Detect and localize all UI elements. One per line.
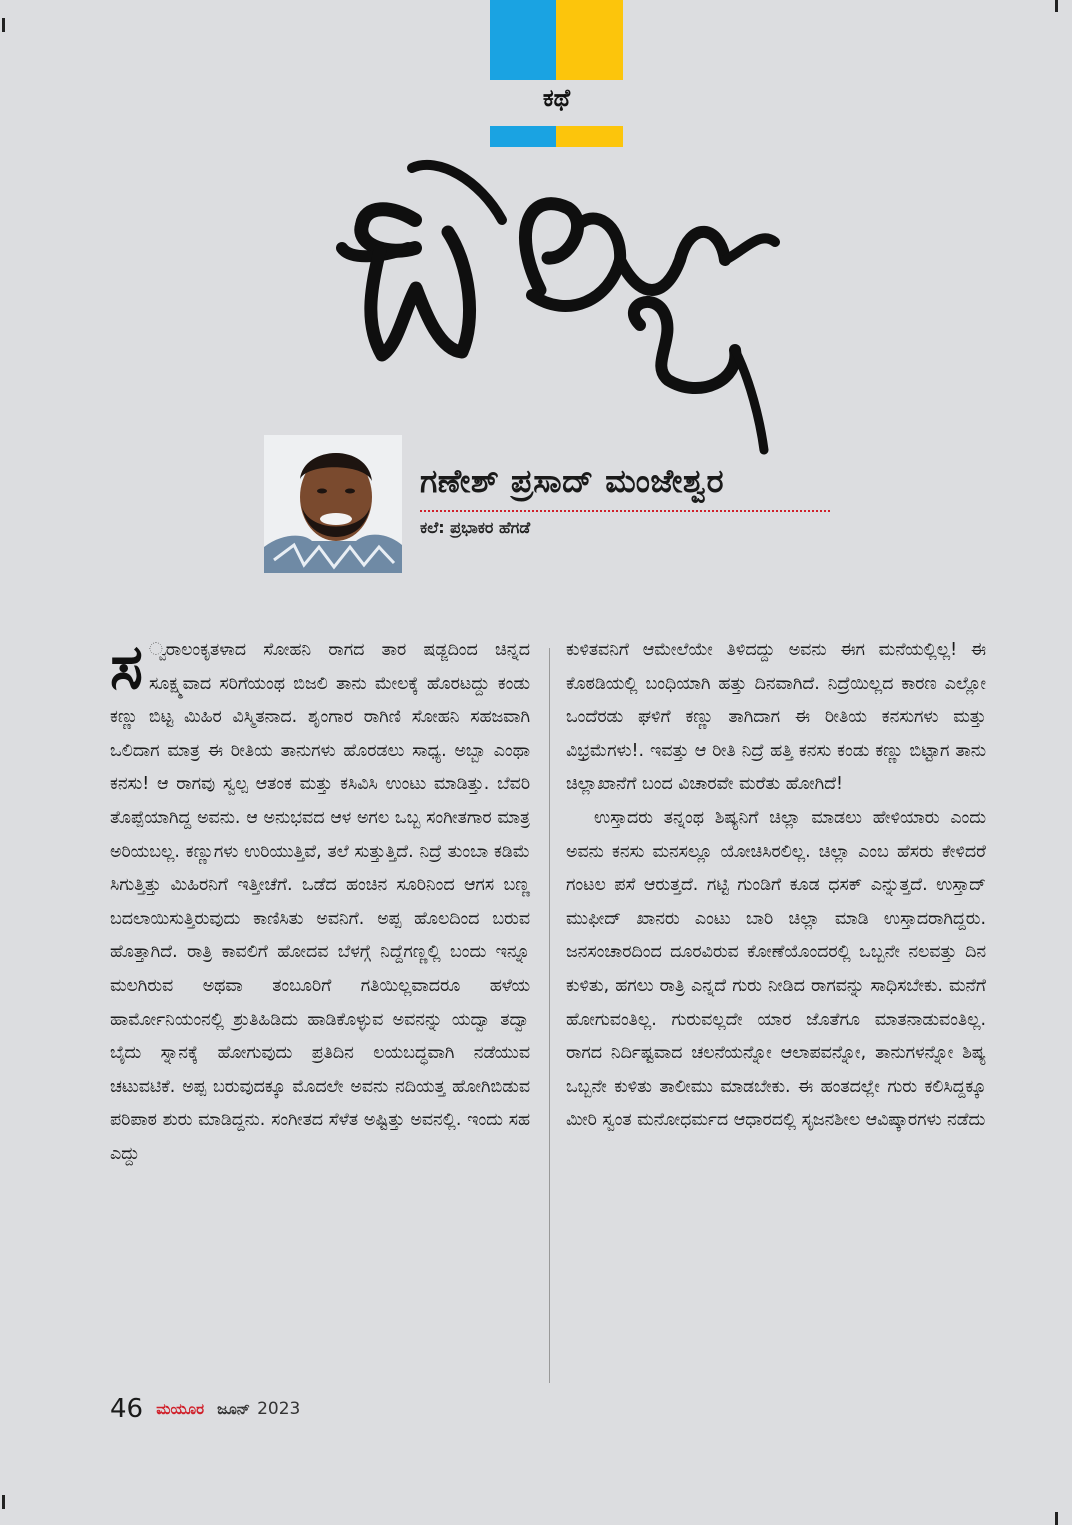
section-bar-yellow [556,0,623,80]
crop-mark [1055,1512,1058,1525]
section-label: ಕಥೆ [542,84,571,112]
paragraph: ಉಸ್ತಾದರು ತನ್ನಂಥ ಶಿಷ್ಯನಿಗೆ ಚಿಲ್ಲಾ ಮಾಡಲು ಹೇಳಿಯಾರು ಎಂದು ಅವನು ಕನಸು ಮನಸಲ್ಲೂ ಯೋಚಿಸಿರಲಿಲ್ಲ. ಚಿಲ್ಲಾ ಎಂಬ ಹೆಸರು ಕೇಳಿದರೆ ಗಂಟಲ ಪಸೆ ಆರುತ್ತದೆ. ಗಟ್ಟಿ ಗುಂಡಿಗೆ ಕೂಡ ಧಸಕ್ ಎನ್ನುತ್ತದೆ. ಉಸ್ತಾದ್ ಮುಫೀದ್ ಖಾನರು ಎಂಟು ಬಾರಿ ಚಿಲ್ಲಾ ಮಾಡಿ ಉಸ್ತಾದರಾಗಿದ್ದರು. ಜನಸಂಚಾರದಿಂದ ದೂರವಿರುವ ಕೋಣೆಯೊಂದರಲ್ಲಿ ಒಬ್ಬನೇ ನಲವತ್ತು ದಿನ ಕುಳಿತು, ಹಗಲು ರಾತ್ರಿ ಎನ್ನದೆ ಗುರು ನೀಡಿದ ರಾಗವನ್ನು ಸಾಧಿಸಬೇಕು. ಮನೆಗೆ ಹೋಗುವಂತಿಲ್ಲ. ಗುರುವಲ್ಲದೇ ಯಾರ ಜೊತೆಗೂ ಮಾತನಾಡುವಂತಿಲ್ಲ. ರಾಗದ ನಿರ್ದಿಷ್ಟವಾದ ಚಲನೆಯನ್ನೋ ಆಲಾಪವನ್ನೋ, ತಾನುಗಳನ್ನೋ ಶಿಷ್ಯ ಒಬ್ಬನೇ ಕುಳಿತು ತಾಲೀಮು ಮಾಡಬೇಕು. ಈ ಹಂತದಲ್ಲೇ ಗುರು ಕಲಿಸಿದ್ದಕ್ಕೂ ಮೀರಿ ಸ್ವಂತ ಮನೋಧರ್ಮದ ಆಧಾರದಲ್ಲಿ ಸೃಜನಶೀಲ ಆವಿಷ್ಕಾರಗಳು ನಡೆದು [566,807,986,1131]
page-footer [110,1394,300,1424]
paragraph: ಕುಳಿತವನಿಗೆ ಆಮೇಲೆಯೇ ತಿಳಿದದ್ದು ಅವನು ಈಗ ಮನೆಯಲ್ಲಿಲ್ಲ! ಈ ಕೊಠಡಿಯಲ್ಲಿ ಬಂಧಿಯಾಗಿ ಹತ್ತು ದಿನವಾಗಿದೆ. ನಿದ್ರೆಯಿಲ್ಲದ ಕಾರಣ ಎಲ್ಲೋ ಒಂದೆರಡು ಘಳಿಗೆ ಕಣ್ಣು ತಾಗಿದಾಗ ಈ ರೀತಿಯ ಕನಸುಗಳು ಮತ್ತು ವಿಭ್ರಮೆಗಳು!. ಇವತ್ತು ಆ ರೀತಿ ನಿದ್ರೆ ಹತ್ತಿ ಕನಸು ಕಂಡು ಕಣ್ಣು ಬಿಟ್ಟಾಗ ತಾನು ಚಿಲ್ಲಾಖಾನೆಗೆ ಬಂದ ವಿಚಾರವೇ ಮರೆತು ಹೋಗಿದೆ! [566,640,986,795]
paragraph: ್ವರಾಲಂಕೃತಳಾದ ಸೋಹನಿ ರಾಗದ ತಾರ ಷಡ್ಜದಿಂದ ಚಿನ್ನದ ಸೂಕ್ಷ್ಮವಾದ ಸರಿಗೆಯಂಥ ಬಿಜಲಿ ತಾನು ಮೇಲಕ್ಕೆ ಹೊರಟದ್ದು ಕಂಡು ಕಣ್ಣು ಬಿಟ್ಟ ಮಿಹಿರ ವಿಸ್ಮಿತನಾದ. ಶೃಂಗಾರ ರಾಗಿಣಿ ಸೋಹನಿ ಸಹಜವಾಗಿ ಒಲಿದಾಗ ಮಾತ್ರ ಈ ರೀತಿಯ ತಾನುಗಳು ಹೊರಡಲು ಸಾಧ್ಯ. ಅಬ್ಬಾ ಎಂಥಾ ಕನಸು! ಆ ರಾಗವು ಸ್ವಲ್ಪ ಆತಂಕ ಮತ್ತು ಕಸಿವಿಸಿ ಉಂಟು ಮಾಡಿತ್ತು. ಬೆವರಿ ತೊಪ್ಪೆಯಾಗಿದ್ದ ಅವನು. ಆ ಅನುಭವದ ಆಳ ಅಗಲ ಒಬ್ಬ ಸಂಗೀತಗಾರ ಮಾತ್ರ ಅರಿಯಬಲ್ಲ. ಕಣ್ಣುಗಳು ಉರಿಯುತ್ತಿವೆ, ತಲೆ ಸುತ್ತುತ್ತಿದೆ. ನಿದ್ರೆ ತುಂಬಾ ಕಡಿಮೆ ಸಿಗುತ್ತಿತ್ತು ಮಿಹಿರನಿಗೆ ಇತ್ತೀಚೆಗೆ. ಒಡೆದ ಹಂಚಿನ ಸೂರಿನಿಂದ ಆಗಸ ಬಣ್ಣ ಬದಲಾಯಿಸುತ್ತಿರುವುದು ಕಾಣಿಸಿತು ಅವನಿಗೆ. ಅಪ್ಪ ಹೊಲದಿಂದ ಬರುವ ಹೊತ್ತಾಗಿದೆ. ರಾತ್ರಿ ಕಾವಲಿಗೆ ಹೋದವ ಬೆಳಗ್ಗೆ ನಿದ್ದೆಗಣ್ಣಲ್ಲಿ ಬಂದು ಇನ್ನೂ ಮಲಗಿರುವ ಅಥವಾ ತಂಬೂರಿಗೆ ಗತಿಯಿಲ್ಲವಾದರೂ ಹಳೆಯ ಹಾರ್ಮೋನಿಯಂನಲ್ಲಿ ಶ್ರುತಿಹಿಡಿದು ಹಾಡಿಕೊಳ್ಳುವ ಅವನನ್ನು ಯದ್ವಾ ತದ್ವಾ ಬೈದು ಸ್ನಾನಕ್ಕೆ ಹೋಗುವುದು ಪ್ರತಿದಿನ ಲಯಬದ್ಧವಾಗಿ ನಡೆಯುವ ಚಟುವಟಿಕೆ. ಅಪ್ಪ ಬರುವುದಕ್ಕೂ ಮೊದಲೇ ಅವನು ನದಿಯತ್ತ ಹೋಗಿಬಿಡುವ ಪರಿಪಾಠ ಶುರು ಮಾಡಿದ್ದನು. ಸಂಗೀತದ ಸೆಳೆತ ಅಷ್ಟಿತ್ತು ಅವನಲ್ಲಿ. ಇಂದು ಸಹ ಎದ್ದು [110,640,530,1164]
author-name: ಗಣೇಶ್ ಪ್ರಸಾದ್ ಮಂಜೇಶ್ವರ [420,462,725,500]
column-divider [549,648,550,1383]
crop-mark [2,1495,5,1509]
title-calligraphy [320,150,780,460]
crop-mark [1055,0,1058,12]
crop-mark [2,18,5,32]
author-portrait-icon [264,435,402,573]
drop-cap: ಸ [110,630,143,703]
body-column-left [110,630,530,1172]
page-number: 46 [110,1394,144,1424]
section-underbar-blue [490,126,556,147]
author-divider [420,510,830,512]
section-underbar-yellow [556,126,623,147]
body-column-right [566,634,986,1138]
section-bar-blue [490,0,556,80]
magazine-name: ಮಯೂರ [156,1400,205,1418]
issue-year: 2023 [257,1399,301,1419]
issue-month: ಜೂನ್ [217,1400,250,1418]
author-photo [264,435,402,573]
story-title [320,150,780,464]
art-credit: ಕಲೆ: ಪ್ರಭಾಕರ ಹೆಗಡೆ [420,518,531,537]
